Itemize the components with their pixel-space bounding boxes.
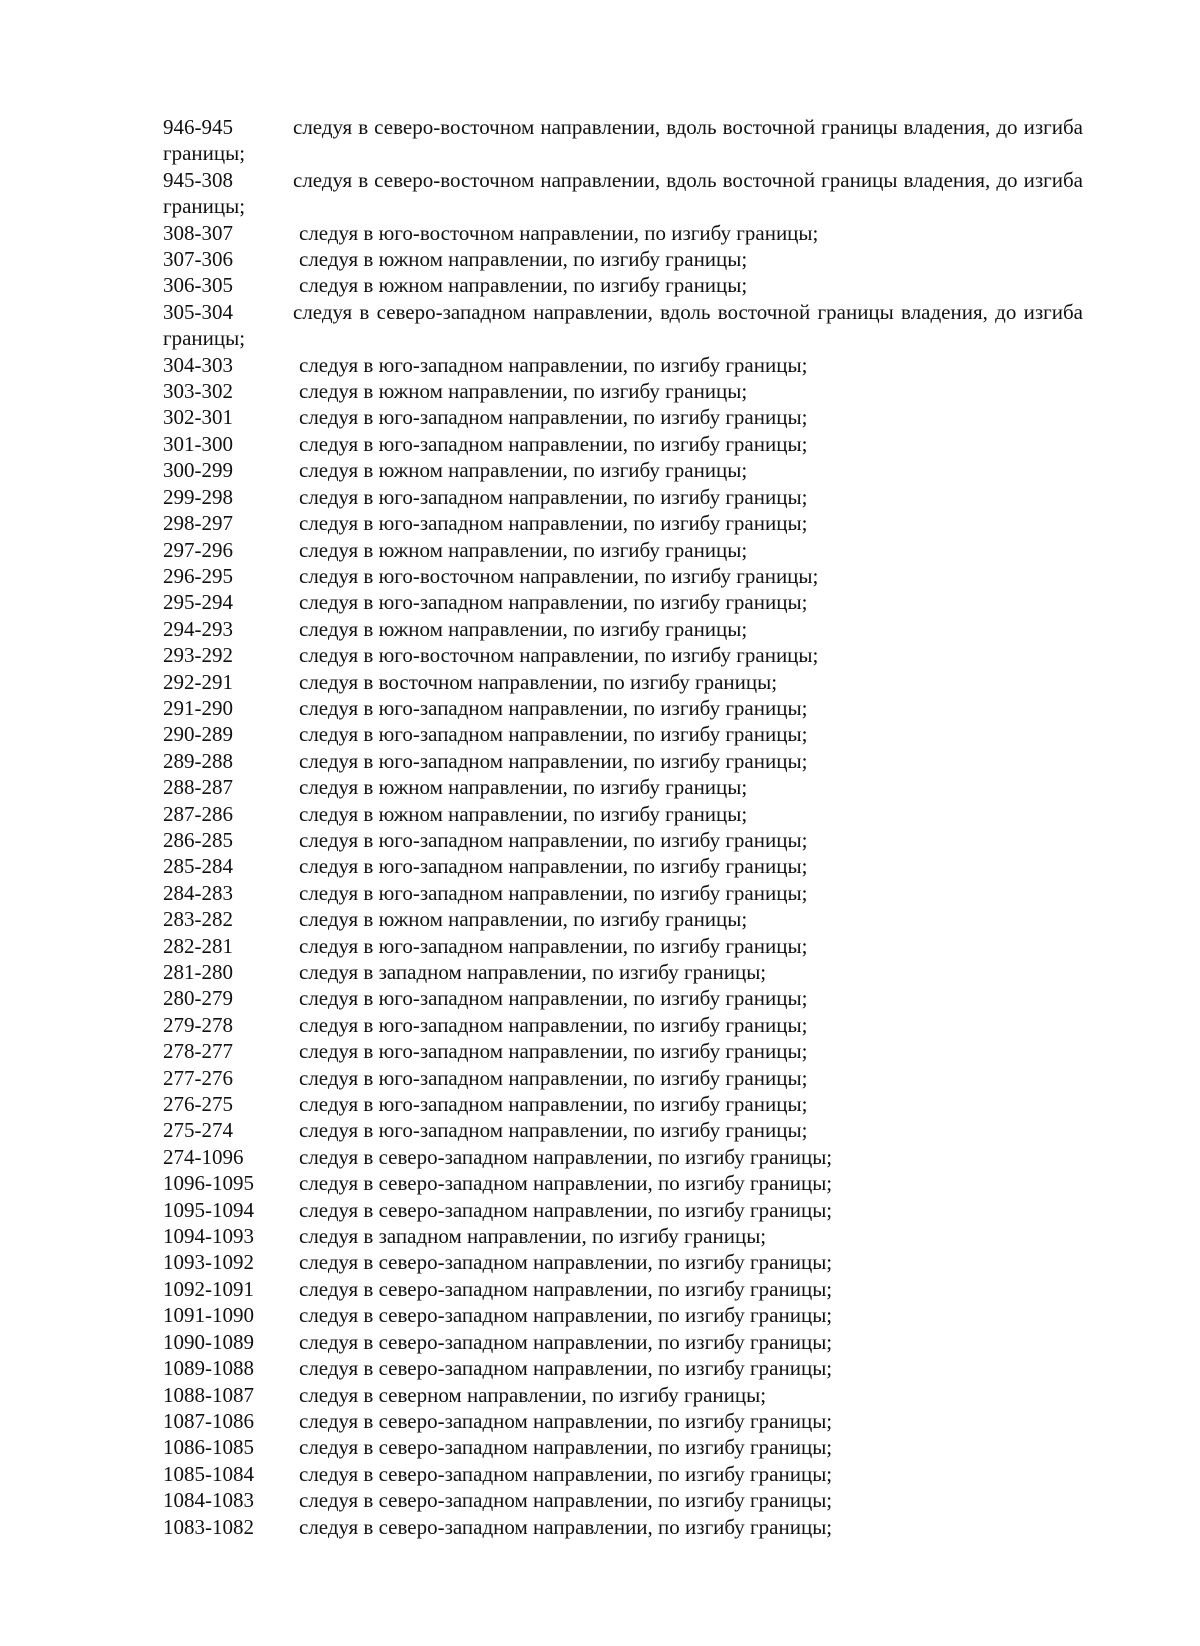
boundary-entry (163, 457, 1083, 483)
boundary-entry (163, 1223, 1083, 1249)
boundary-entry (163, 906, 1083, 932)
segment-description: следуя в северо-западном направлении, по изгибу границы; (299, 1276, 833, 1301)
boundary-entry (163, 404, 1083, 430)
segment-code: 298-297 (163, 511, 233, 536)
segment-description: следуя в юго-западном направлении, по изгибу границы; (299, 748, 808, 773)
boundary-entry (163, 959, 1083, 985)
segment-code: 945-308 (163, 167, 233, 192)
boundary-entry (163, 1038, 1083, 1064)
boundary-entry (163, 272, 1083, 298)
boundary-entry (163, 616, 1083, 642)
segment-code: 1089-1088 (163, 1356, 254, 1381)
segment-code: 295-294 (163, 590, 233, 615)
boundary-entry (163, 167, 1083, 220)
boundary-entry (163, 563, 1083, 589)
segment-code: 284-283 (163, 880, 233, 905)
boundary-entry (163, 1012, 1083, 1038)
boundary-entry (163, 827, 1083, 853)
boundary-entry (163, 1329, 1083, 1355)
segment-description: следуя в юго-западном направлении, по изгибу границы; (299, 431, 808, 456)
segment-description: следуя в северо-восточном направлении, вдоль восточной границы владения, до изгиба границы; (163, 167, 1083, 219)
segment-code: 1092-1091 (163, 1276, 254, 1301)
segment-description: следуя в южном направлении, по изгибу границы; (299, 907, 748, 932)
segment-description: следуя в юго-западном направлении, по изгибу границы; (299, 827, 808, 852)
segment-description: следуя в северо-западном направлении, вдоль восточной границы владения, до изгиба границы; (163, 299, 1083, 351)
segment-code: 305-304 (163, 299, 233, 324)
segment-code: 299-298 (163, 484, 233, 509)
boundary-entry (163, 1197, 1083, 1223)
segment-description: следуя в южном направлении, по изгибу границы; (299, 616, 748, 641)
segment-description: следуя в юго-западном направлении, по изгибу границы; (299, 722, 808, 747)
segment-code: 308-307 (163, 220, 233, 245)
segment-code: 1094-1093 (163, 1224, 254, 1249)
segment-description: следуя в северо-западном направлении, по изгибу границы; (299, 1514, 833, 1539)
segment-description: следуя в северо-западном направлении, по изгибу границы; (299, 1144, 833, 1169)
segment-description: следуя в юго-западном направлении, по изгибу границы; (299, 854, 808, 879)
boundary-entry (163, 484, 1083, 510)
segment-code: 1091-1090 (163, 1303, 254, 1328)
segment-description: следуя в юго-западном направлении, по изгибу границы; (299, 1012, 808, 1037)
segment-description: следуя в северо-западном направлении, по изгибу границы; (299, 1171, 833, 1196)
boundary-entry (163, 1461, 1083, 1487)
segment-code: 1086-1085 (163, 1435, 254, 1460)
segment-description: следуя в северо-западном направлении, по изгибу границы; (299, 1250, 833, 1275)
boundary-entry (163, 1434, 1083, 1460)
boundary-entry (163, 1302, 1083, 1328)
segment-code: 282-281 (163, 933, 233, 958)
boundary-entry (163, 537, 1083, 563)
boundary-entry (163, 774, 1083, 800)
boundary-entry (163, 1514, 1083, 1540)
boundary-entry (163, 695, 1083, 721)
boundary-entry (163, 1170, 1083, 1196)
segment-description: следуя в южном направлении, по изгибу границы; (299, 379, 748, 404)
segment-code: 307-306 (163, 247, 233, 272)
segment-code: 287-286 (163, 801, 233, 826)
segment-description: следуя в юго-восточном направлении, по изгибу границы; (299, 643, 819, 668)
segment-description: следуя в северном направлении, по изгибу границы; (299, 1382, 767, 1407)
segment-description: следуя в северо-восточном направлении, вдоль восточной границы владения, до изгиба границы; (163, 115, 1083, 166)
segment-description: следуя в северо-западном направлении, по изгибу границы; (299, 1329, 833, 1354)
segment-code: 285-284 (163, 854, 233, 879)
segment-code: 297-296 (163, 537, 233, 562)
segment-code: 293-292 (163, 643, 233, 668)
segment-code: 290-289 (163, 722, 233, 747)
boundary-entry (163, 378, 1083, 404)
boundary-entry (163, 1408, 1083, 1434)
segment-code: 1096-1095 (163, 1171, 254, 1196)
boundary-entry (163, 1065, 1083, 1091)
boundary-entry (163, 431, 1083, 457)
segment-code: 300-299 (163, 458, 233, 483)
segment-description: следуя в западном направлении, по изгибу границы; (299, 960, 767, 984)
boundary-entry (163, 1355, 1083, 1381)
segment-description: следуя в северо-западном направлении, по изгибу границы; (299, 1303, 833, 1328)
boundary-entry (163, 1382, 1083, 1408)
segment-description: следуя в юго-западном направлении, по изгибу границы; (299, 1065, 808, 1090)
boundary-entry (163, 801, 1083, 827)
segment-description: следуя в восточном направлении, по изгибу границы; (299, 669, 778, 694)
segment-code: 288-287 (163, 775, 233, 800)
segment-description: следуя в юго-западном направлении, по изгибу границы; (299, 590, 808, 615)
segment-code: 275-274 (163, 1118, 233, 1143)
segment-description: следуя в южном направлении, по изгибу границы; (299, 247, 748, 272)
boundary-entry (163, 246, 1083, 272)
segment-code: 276-275 (163, 1092, 233, 1117)
segment-code: 1083-1082 (163, 1514, 254, 1539)
segment-description: следуя в юго-западном направлении, по изгибу границы; (299, 1039, 808, 1064)
segment-description: следуя в южном направлении, по изгибу границы; (299, 537, 748, 562)
segment-code: 280-279 (163, 986, 233, 1011)
segment-description: следуя в юго-западном направлении, по изгибу границы; (299, 986, 808, 1011)
segment-code: 303-302 (163, 379, 233, 404)
boundary-entry (163, 642, 1083, 668)
segment-code: 1085-1084 (163, 1461, 254, 1486)
segment-description: следуя в северо-западном направлении, по изгибу границы; (299, 1408, 833, 1433)
segment-description: следуя в южном направлении, по изгибу границы; (299, 801, 748, 826)
segment-description: следуя в юго-западном направлении, по изгибу границы; (299, 484, 808, 509)
segment-description: следуя в южном направлении, по изгибу границы; (299, 458, 748, 483)
boundary-entry (163, 220, 1083, 246)
segment-code: 1095-1094 (163, 1197, 254, 1222)
segment-code: 1093-1092 (163, 1250, 254, 1275)
boundary-entry (163, 1276, 1083, 1302)
segment-code: 1090-1089 (163, 1329, 254, 1354)
boundary-entry (163, 853, 1083, 879)
boundary-entry (163, 880, 1083, 906)
segment-description: следуя в южном направлении, по изгибу границы; (299, 775, 748, 800)
boundary-entry (163, 748, 1083, 774)
boundary-entry (163, 589, 1083, 615)
segment-description: следуя в юго-западном направлении, по изгибу границы; (299, 511, 808, 536)
segment-description: следуя в западном направлении, по изгибу границы; (299, 1224, 767, 1249)
segment-description: следуя в юго-восточном направлении, по изгибу границы; (299, 220, 819, 245)
segment-description: следуя в юго-западном направлении, по изгибу границы; (299, 405, 808, 430)
segment-code: 1088-1087 (163, 1382, 254, 1407)
segment-code: 304-303 (163, 352, 233, 377)
segment-description: следуя в южном направлении, по изгибу границы; (299, 273, 748, 298)
boundary-entry (163, 352, 1083, 378)
boundary-entry (163, 1487, 1083, 1513)
segment-description: следуя в северо-западном направлении, по изгибу границы; (299, 1197, 833, 1222)
segment-description: следуя в северо-западном направлении, по изгибу границы; (299, 1488, 833, 1513)
segment-code: 292-291 (163, 669, 233, 694)
segment-description: следуя в северо-западном направлении, по изгибу границы; (299, 1356, 833, 1381)
segment-code: 281-280 (163, 960, 233, 984)
segment-code: 1084-1083 (163, 1488, 254, 1513)
segment-code: 294-293 (163, 616, 233, 641)
segment-code: 302-301 (163, 405, 233, 430)
segment-description: следуя в северо-западном направлении, по изгибу границы; (299, 1461, 833, 1486)
segment-description: следуя в юго-западном направлении, по изгибу границы; (299, 1118, 808, 1143)
boundary-entry (163, 933, 1083, 959)
boundary-entry (163, 1091, 1083, 1117)
segment-description: следуя в юго-западном направлении, по изгибу границы; (299, 1092, 808, 1117)
segment-code: 306-305 (163, 273, 233, 298)
segment-description: следуя в юго-восточном направлении, по изгибу границы; (299, 563, 819, 588)
segment-code: 946-945 (163, 115, 233, 139)
boundary-entry (163, 114, 1083, 167)
boundary-description-list (163, 114, 1083, 1540)
segment-code: 279-278 (163, 1012, 233, 1037)
segment-code: 296-295 (163, 563, 233, 588)
segment-code: 301-300 (163, 431, 233, 456)
segment-code: 274-1096 (163, 1144, 244, 1169)
segment-code: 1087-1086 (163, 1408, 254, 1433)
segment-code: 291-290 (163, 695, 233, 720)
boundary-entry (163, 669, 1083, 695)
segment-description: следуя в юго-западном направлении, по изгибу границы; (299, 695, 808, 720)
segment-code: 278-277 (163, 1039, 233, 1064)
segment-code: 286-285 (163, 827, 233, 852)
boundary-entry (163, 510, 1083, 536)
segment-description: следуя в северо-западном направлении, по изгибу границы; (299, 1435, 833, 1460)
boundary-entry (163, 985, 1083, 1011)
segment-description: следуя в юго-западном направлении, по изгибу границы; (299, 352, 808, 377)
segment-code: 277-276 (163, 1065, 233, 1090)
boundary-entry (163, 721, 1083, 747)
segment-description: следуя в юго-западном направлении, по изгибу границы; (299, 933, 808, 958)
boundary-entry (163, 1144, 1083, 1170)
boundary-entry (163, 299, 1083, 352)
segment-code: 283-282 (163, 907, 233, 932)
segment-code: 289-288 (163, 748, 233, 773)
boundary-entry (163, 1117, 1083, 1143)
boundary-entry (163, 1249, 1083, 1275)
segment-description: следуя в юго-западном направлении, по изгибу границы; (299, 880, 808, 905)
